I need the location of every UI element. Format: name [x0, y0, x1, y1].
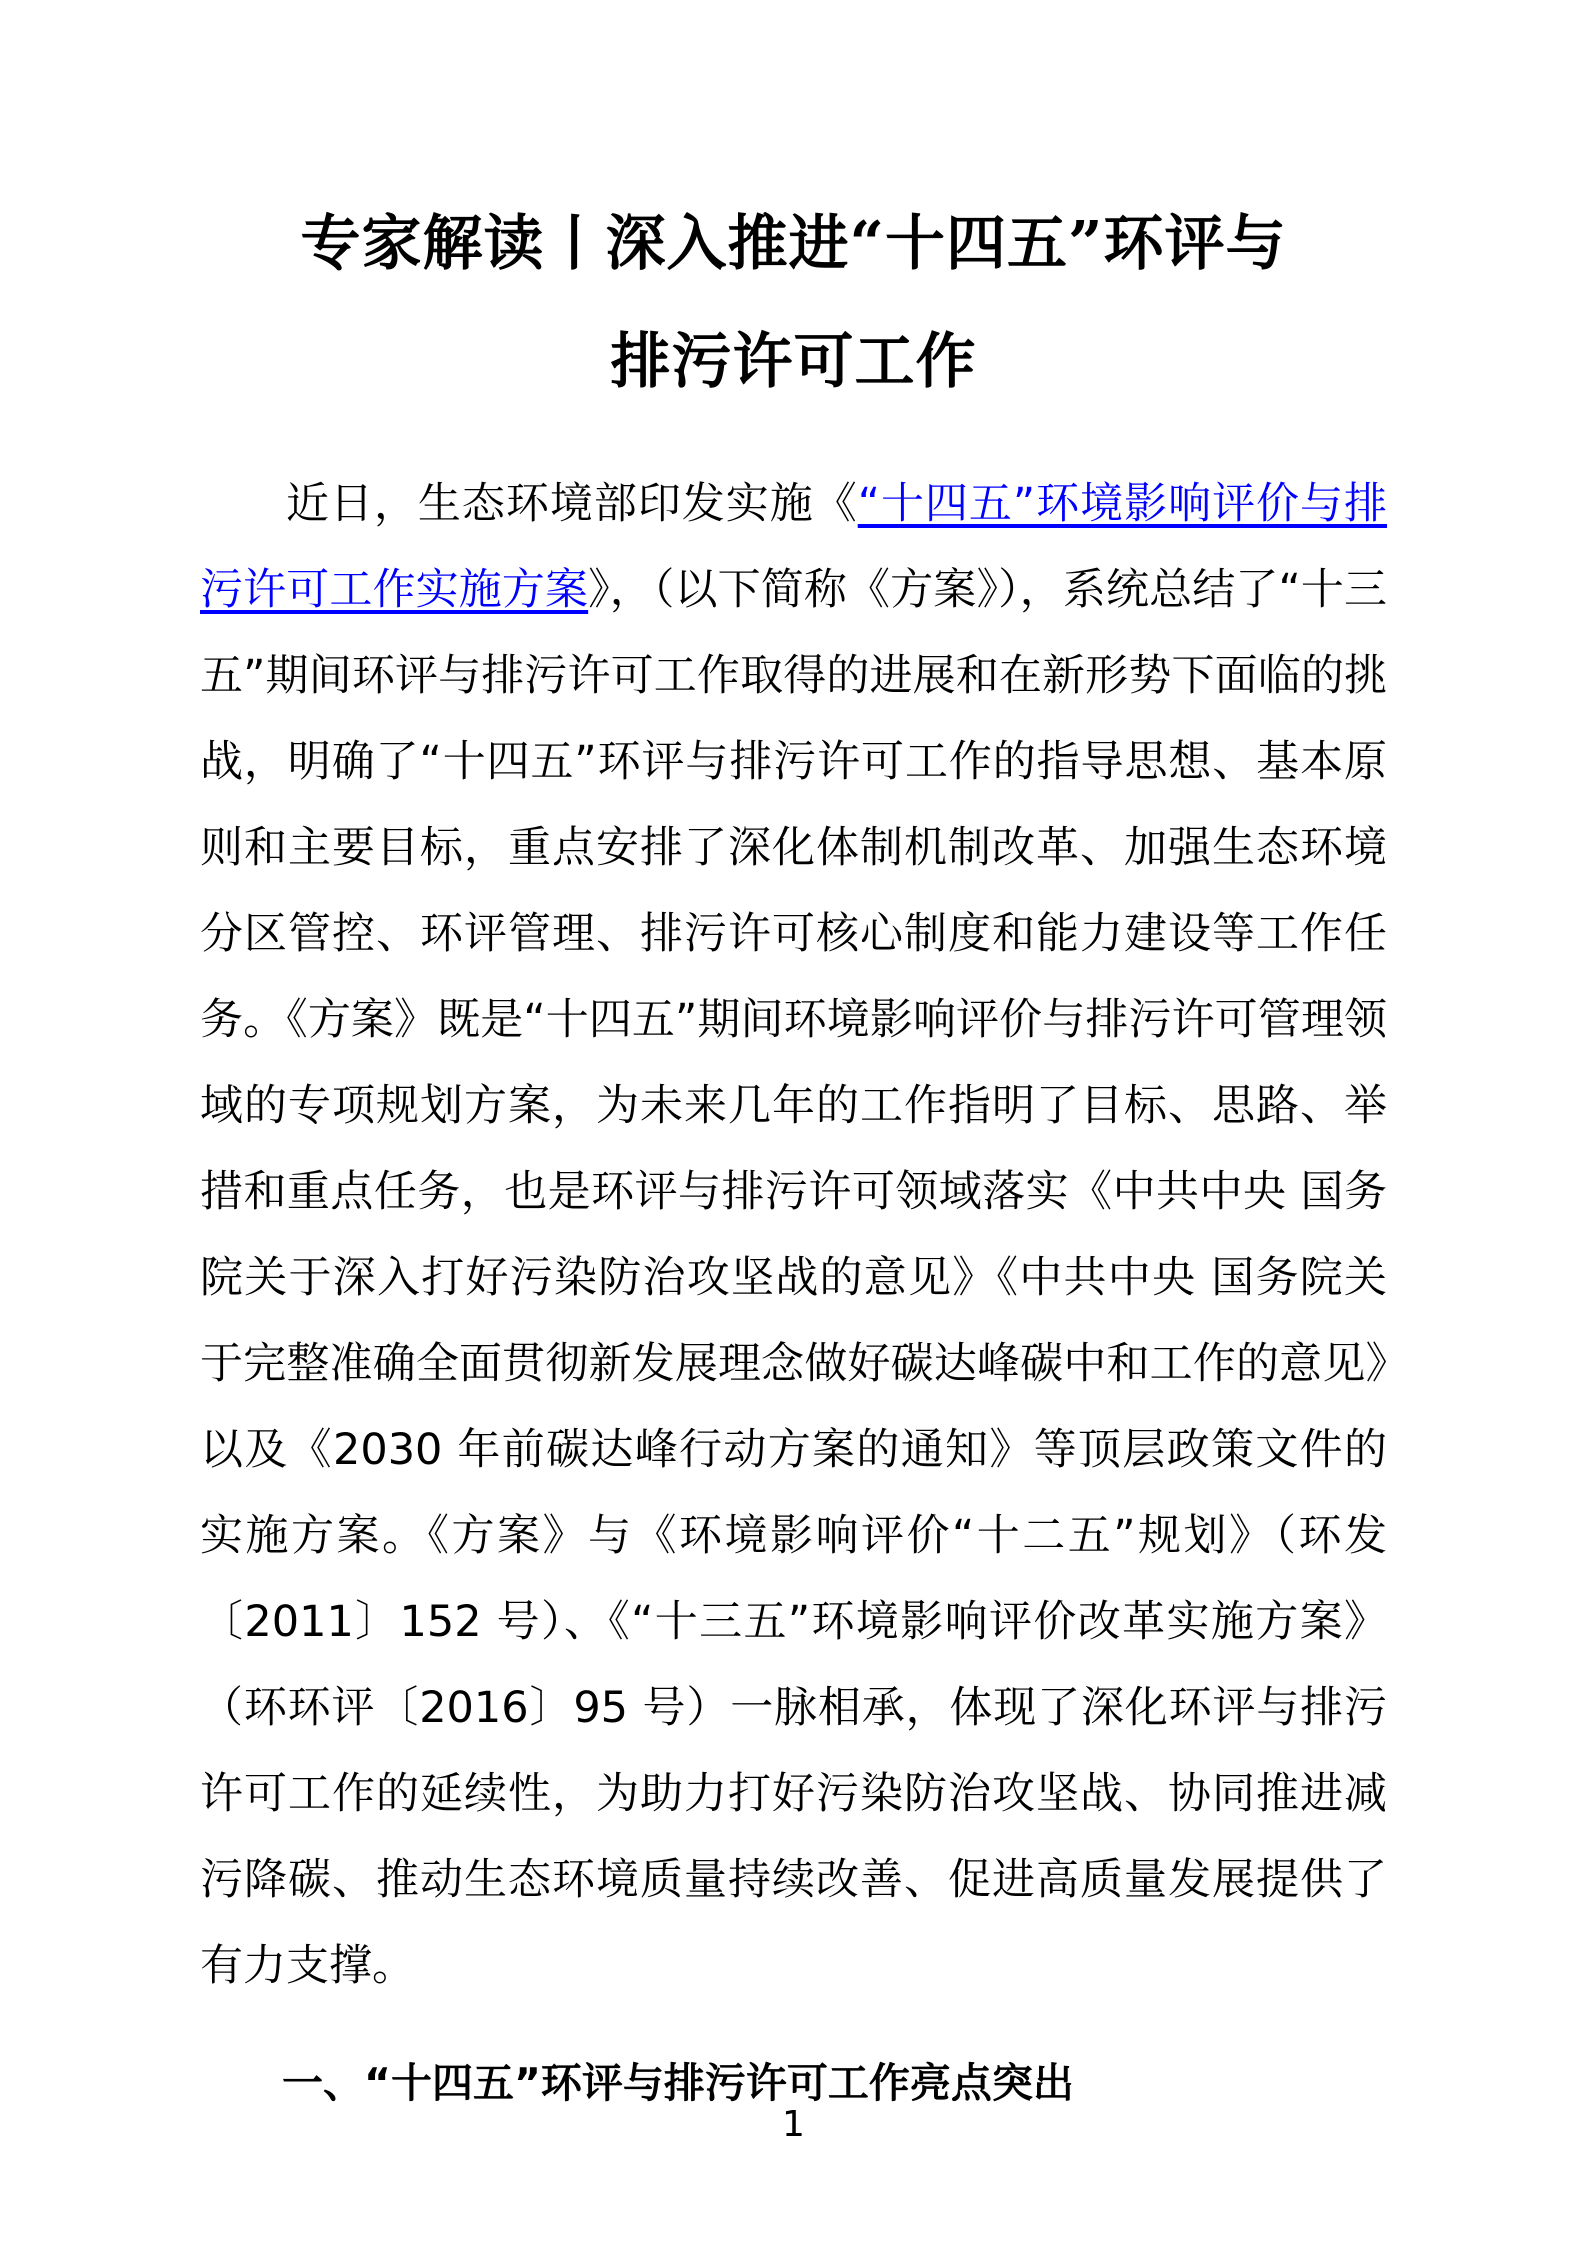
document-title-line1: 专家解读丨深入推进“十四五”环评与: [300, 209, 1287, 279]
plan-document-link[interactable]: “十四五”环境影响评价与排污许可工作实施方案: [200, 479, 1388, 616]
document-title-line2: 排污许可工作: [610, 327, 977, 397]
document-content: [0, 185, 1587, 2114]
paragraph-text-after-link: 》，（以下简称《方案》），系统总结了“十三五”期间环评与排污许可工作取得的进展和在新形势下面临的挑战，明确了“十四五”环评与排污许可工作的指导思想、基本原则和主要目标，重点安排了深化体制机制改革、加强生态环境分区管控、环评管理、排污许可核心制度和能力建设等工作任务。《方案》既是“十四五”期间环境影响评价与排污许可管理领域的专项规划方案，为未来几年的工作指明了目标、思路、举措和重点任务，也是环评与排污许可领域落实《中共中央 国务院关于深入打好污染防治攻坚战的意见》《中共中央 国务院关于完整准确全面贯彻新发展理念做好碳达峰碳中和工作的意见》以及《2030 年前碳达峰行动方案的通知》等顶层政策文件的实施方案。《方案》与《环境影响评价“十二五”规划》（环发〔2011〕152 号）、《“十三五”环境影响评价改革实施方案》（环环评〔2016〕95 号）一脉相承，体现了深化环评与排污许可工作的延续性，为助力打好污染防治攻坚战、协同推进减污降碳、推动生态环境质量持续改善、促进高质量发展提供了有力支撑。: [200, 565, 1387, 1992]
section-heading: 一、“十四五”环评与排污许可工作亮点突出: [282, 2059, 1074, 2108]
body-paragraph: [200, 461, 1387, 2009]
document-title: [200, 185, 1387, 421]
paragraph-text-before-link: 近日，生态环境部印发实施《: [286, 479, 858, 530]
page-number: 1: [782, 2104, 805, 2145]
